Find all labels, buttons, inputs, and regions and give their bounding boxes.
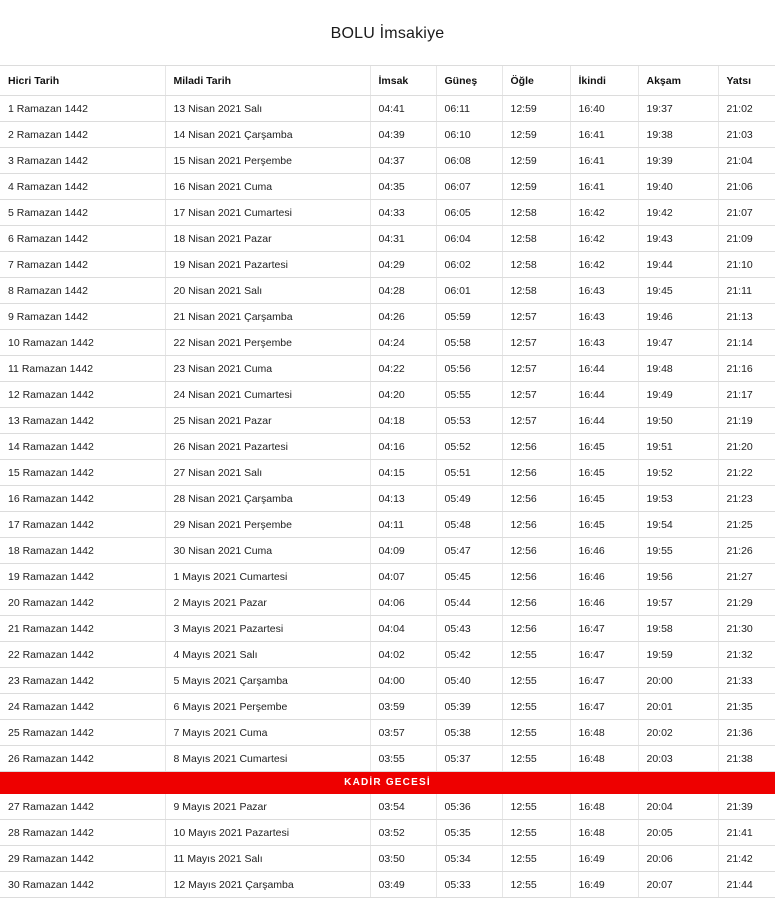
table-cell: 21:32	[718, 642, 775, 668]
table-cell: 19:42	[638, 200, 718, 226]
table-cell: 26 Nisan 2021 Pazartesi	[165, 434, 370, 460]
table-cell: 21:26	[718, 538, 775, 564]
table-cell: 03:59	[370, 694, 436, 720]
table-row	[0, 794, 775, 820]
table-cell: 5 Ramazan 1442	[0, 200, 165, 226]
table-cell: 16:41	[570, 122, 638, 148]
table-cell: 03:52	[370, 820, 436, 846]
table-cell: 21:30	[718, 616, 775, 642]
table-row	[0, 746, 775, 772]
table-cell: 16:45	[570, 512, 638, 538]
table-cell: 21:10	[718, 252, 775, 278]
table-cell: 05:47	[436, 538, 502, 564]
table-cell: 20:03	[638, 746, 718, 772]
table-cell: 9 Ramazan 1442	[0, 304, 165, 330]
table-cell: 20:01	[638, 694, 718, 720]
table-cell: 16:44	[570, 382, 638, 408]
table-cell: 23 Nisan 2021 Cuma	[165, 356, 370, 382]
table-cell: 05:39	[436, 694, 502, 720]
table-cell: 06:11	[436, 96, 502, 122]
table-cell: 04:26	[370, 304, 436, 330]
table-cell: 05:35	[436, 820, 502, 846]
table-cell: 22 Ramazan 1442	[0, 642, 165, 668]
table-cell: 03:49	[370, 872, 436, 898]
table-cell: 19:50	[638, 408, 718, 434]
table-cell: 27 Nisan 2021 Salı	[165, 460, 370, 486]
table-cell: 12:59	[502, 174, 570, 200]
table-cell: 05:44	[436, 590, 502, 616]
table-cell: 22 Nisan 2021 Perşembe	[165, 330, 370, 356]
column-header: Akşam	[638, 66, 718, 96]
table-cell: 06:07	[436, 174, 502, 200]
table-row	[0, 356, 775, 382]
table-cell: 21:33	[718, 668, 775, 694]
table-cell: 12:56	[502, 538, 570, 564]
table-cell: 21:06	[718, 174, 775, 200]
table-cell: 16:46	[570, 590, 638, 616]
table-cell: 04:35	[370, 174, 436, 200]
table-cell: 21:39	[718, 794, 775, 820]
table-cell: 03:50	[370, 846, 436, 872]
table-cell: 20:07	[638, 872, 718, 898]
table-cell: 12:55	[502, 720, 570, 746]
table-cell: 28 Ramazan 1442	[0, 820, 165, 846]
table-cell: 21:07	[718, 200, 775, 226]
table-cell: 04:22	[370, 356, 436, 382]
table-cell: 19:54	[638, 512, 718, 538]
table-header-row	[0, 66, 775, 96]
table-cell: 05:43	[436, 616, 502, 642]
table-cell: 12:56	[502, 590, 570, 616]
column-header: Güneş	[436, 66, 502, 96]
table-cell: 04:11	[370, 512, 436, 538]
table-row	[0, 872, 775, 898]
table-row	[0, 538, 775, 564]
table-cell: 17 Nisan 2021 Cumartesi	[165, 200, 370, 226]
table-cell: 04:41	[370, 96, 436, 122]
table-cell: 05:33	[436, 872, 502, 898]
table-cell: 05:59	[436, 304, 502, 330]
table-cell: 04:28	[370, 278, 436, 304]
table-cell: 21:11	[718, 278, 775, 304]
table-cell: 30 Ramazan 1442	[0, 872, 165, 898]
table-cell: 04:18	[370, 408, 436, 434]
column-header: Yatsı	[718, 66, 775, 96]
table-row	[0, 174, 775, 200]
table-cell: 16:46	[570, 538, 638, 564]
table-cell: 10 Ramazan 1442	[0, 330, 165, 356]
table-cell: 21:03	[718, 122, 775, 148]
table-cell: 12:56	[502, 512, 570, 538]
table-cell: 16:42	[570, 226, 638, 252]
table-cell: 16 Nisan 2021 Cuma	[165, 174, 370, 200]
table-cell: 21 Ramazan 1442	[0, 616, 165, 642]
table-cell: 04:39	[370, 122, 436, 148]
table-cell: 21:19	[718, 408, 775, 434]
column-header: İkindi	[570, 66, 638, 96]
table-body	[0, 96, 775, 898]
table-cell: 20 Nisan 2021 Salı	[165, 278, 370, 304]
table-cell: 12:59	[502, 122, 570, 148]
table-cell: 05:53	[436, 408, 502, 434]
table-cell: 16:45	[570, 434, 638, 460]
table-cell: 21:16	[718, 356, 775, 382]
table-cell: 21:02	[718, 96, 775, 122]
table-cell: 16:41	[570, 148, 638, 174]
page-title: BOLU İmsakiye	[330, 24, 445, 42]
imsakiye-page	[0, 11, 775, 905]
table-cell: 12:55	[502, 794, 570, 820]
table-cell: 19 Nisan 2021 Pazartesi	[165, 252, 370, 278]
table-cell: 11 Mayıs 2021 Salı	[165, 846, 370, 872]
table-cell: 04:24	[370, 330, 436, 356]
table-cell: 12:56	[502, 460, 570, 486]
table-cell: 16:49	[570, 846, 638, 872]
table-cell: 12:55	[502, 642, 570, 668]
table-cell: 03:55	[370, 746, 436, 772]
table-cell: 4 Mayıs 2021 Salı	[165, 642, 370, 668]
table-cell: 16:43	[570, 278, 638, 304]
table-cell: 19:46	[638, 304, 718, 330]
table-cell: 21:29	[718, 590, 775, 616]
table-cell: 7 Mayıs 2021 Cuma	[165, 720, 370, 746]
table-cell: 19:57	[638, 590, 718, 616]
table-cell: 06:08	[436, 148, 502, 174]
table-cell: 03:54	[370, 794, 436, 820]
table-cell: 16:43	[570, 330, 638, 356]
table-cell: 16:45	[570, 486, 638, 512]
table-cell: 21:14	[718, 330, 775, 356]
table-cell: 19:51	[638, 434, 718, 460]
table-cell: 19:39	[638, 148, 718, 174]
table-cell: 05:58	[436, 330, 502, 356]
table-row	[0, 668, 775, 694]
table-cell: 04:31	[370, 226, 436, 252]
table-cell: 20:06	[638, 846, 718, 872]
table-cell: 05:48	[436, 512, 502, 538]
table-cell: 16:48	[570, 820, 638, 846]
table-row	[0, 486, 775, 512]
table-cell: 04:33	[370, 200, 436, 226]
table-cell: 19:53	[638, 486, 718, 512]
table-cell: 19:38	[638, 122, 718, 148]
table-cell: 12:58	[502, 200, 570, 226]
table-cell: 21:09	[718, 226, 775, 252]
table-cell: 12:56	[502, 486, 570, 512]
table-cell: 21:20	[718, 434, 775, 460]
table-cell: 21:36	[718, 720, 775, 746]
table-cell: 04:02	[370, 642, 436, 668]
table-cell: 26 Ramazan 1442	[0, 746, 165, 772]
table-cell: 2 Ramazan 1442	[0, 122, 165, 148]
table-cell: 19:43	[638, 226, 718, 252]
table-cell: 05:38	[436, 720, 502, 746]
table-cell: 21:42	[718, 846, 775, 872]
table-cell: 27 Ramazan 1442	[0, 794, 165, 820]
table-cell: 13 Nisan 2021 Salı	[165, 96, 370, 122]
table-cell: 15 Nisan 2021 Perşembe	[165, 148, 370, 174]
table-cell: 19:44	[638, 252, 718, 278]
table-row	[0, 226, 775, 252]
table-cell: 24 Nisan 2021 Cumartesi	[165, 382, 370, 408]
table-cell: 16 Ramazan 1442	[0, 486, 165, 512]
table-cell: 21:17	[718, 382, 775, 408]
table-cell: 5 Mayıs 2021 Çarşamba	[165, 668, 370, 694]
imsakiye-table	[0, 65, 775, 898]
table-cell: 12:58	[502, 226, 570, 252]
table-cell: 21:25	[718, 512, 775, 538]
table-cell: 21:27	[718, 564, 775, 590]
table-row	[0, 460, 775, 486]
table-cell: 05:55	[436, 382, 502, 408]
table-cell: 12:55	[502, 846, 570, 872]
table-cell: 23 Ramazan 1442	[0, 668, 165, 694]
table-cell: 05:34	[436, 846, 502, 872]
table-cell: 7 Ramazan 1442	[0, 252, 165, 278]
column-header: İmsak	[370, 66, 436, 96]
table-cell: 12:55	[502, 746, 570, 772]
table-row	[0, 252, 775, 278]
table-row	[0, 642, 775, 668]
table-cell: 19:55	[638, 538, 718, 564]
table-row	[0, 96, 775, 122]
table-cell: 16:45	[570, 460, 638, 486]
table-cell: 12:55	[502, 694, 570, 720]
table-cell: 16:47	[570, 616, 638, 642]
table-cell: 1 Ramazan 1442	[0, 96, 165, 122]
column-header: Miladi Tarih	[165, 66, 370, 96]
table-cell: 8 Ramazan 1442	[0, 278, 165, 304]
table-cell: 04:13	[370, 486, 436, 512]
table-cell: 05:49	[436, 486, 502, 512]
table-cell: 19:52	[638, 460, 718, 486]
table-cell: 21:44	[718, 872, 775, 898]
table-cell: 2 Mayıs 2021 Pazar	[165, 590, 370, 616]
table-cell: 16:42	[570, 252, 638, 278]
table-cell: 05:52	[436, 434, 502, 460]
table-cell: 19:45	[638, 278, 718, 304]
table-cell: 12 Mayıs 2021 Çarşamba	[165, 872, 370, 898]
table-cell: 05:40	[436, 668, 502, 694]
table-cell: 21:13	[718, 304, 775, 330]
table-cell: 16:40	[570, 96, 638, 122]
table-cell: 19:56	[638, 564, 718, 590]
table-cell: 14 Nisan 2021 Çarşamba	[165, 122, 370, 148]
table-cell: 28 Nisan 2021 Çarşamba	[165, 486, 370, 512]
table-cell: 11 Ramazan 1442	[0, 356, 165, 382]
table-cell: 16:48	[570, 746, 638, 772]
table-cell: 20:04	[638, 794, 718, 820]
table-cell: 05:51	[436, 460, 502, 486]
table-cell: 21 Nisan 2021 Çarşamba	[165, 304, 370, 330]
table-cell: 03:57	[370, 720, 436, 746]
table-row	[0, 408, 775, 434]
table-cell: 16:46	[570, 564, 638, 590]
table-cell: 18 Ramazan 1442	[0, 538, 165, 564]
table-cell: 3 Ramazan 1442	[0, 148, 165, 174]
table-cell: 12:55	[502, 820, 570, 846]
table-cell: 15 Ramazan 1442	[0, 460, 165, 486]
table-cell: 16:47	[570, 642, 638, 668]
table-row	[0, 278, 775, 304]
table-cell: 16:43	[570, 304, 638, 330]
table-cell: 8 Mayıs 2021 Cumartesi	[165, 746, 370, 772]
table-cell: 19:59	[638, 642, 718, 668]
table-row	[0, 304, 775, 330]
table-row	[0, 382, 775, 408]
table-row	[0, 512, 775, 538]
table-cell: 05:37	[436, 746, 502, 772]
table-cell: 12:57	[502, 356, 570, 382]
table-cell: 05:56	[436, 356, 502, 382]
table-row	[0, 564, 775, 590]
table-cell: 19:48	[638, 356, 718, 382]
table-row	[0, 122, 775, 148]
table-cell: 21:35	[718, 694, 775, 720]
table-row	[0, 200, 775, 226]
table-cell: 20:00	[638, 668, 718, 694]
table-cell: 16:49	[570, 872, 638, 898]
table-cell: 05:36	[436, 794, 502, 820]
table-cell: 13 Ramazan 1442	[0, 408, 165, 434]
table-cell: 3 Mayıs 2021 Pazartesi	[165, 616, 370, 642]
table-cell: 04:04	[370, 616, 436, 642]
special-night-row	[0, 772, 775, 794]
table-cell: 29 Nisan 2021 Perşembe	[165, 512, 370, 538]
table-cell: 04:07	[370, 564, 436, 590]
table-cell: 12:57	[502, 304, 570, 330]
table-cell: 12:57	[502, 330, 570, 356]
table-cell: 19:49	[638, 382, 718, 408]
table-cell: 18 Nisan 2021 Pazar	[165, 226, 370, 252]
table-cell: 19:40	[638, 174, 718, 200]
table-cell: 19:37	[638, 96, 718, 122]
table-cell: 12:56	[502, 434, 570, 460]
table-header	[0, 66, 775, 96]
table-cell: 12:57	[502, 382, 570, 408]
table-row	[0, 434, 775, 460]
table-cell: 04:09	[370, 538, 436, 564]
table-cell: 12:58	[502, 278, 570, 304]
table-cell: 12:58	[502, 252, 570, 278]
table-cell: 29 Ramazan 1442	[0, 846, 165, 872]
table-cell: 19:58	[638, 616, 718, 642]
table-cell: 12:57	[502, 408, 570, 434]
table-cell: 25 Nisan 2021 Pazar	[165, 408, 370, 434]
table-cell: 04:00	[370, 668, 436, 694]
table-cell: 06:01	[436, 278, 502, 304]
table-cell: 19 Ramazan 1442	[0, 564, 165, 590]
table-cell: 12:59	[502, 96, 570, 122]
table-cell: 16:47	[570, 694, 638, 720]
table-cell: 30 Nisan 2021 Cuma	[165, 538, 370, 564]
table-row	[0, 720, 775, 746]
table-cell: 6 Mayıs 2021 Perşembe	[165, 694, 370, 720]
table-cell: 9 Mayıs 2021 Pazar	[165, 794, 370, 820]
table-cell: 12:56	[502, 616, 570, 642]
table-cell: 16:47	[570, 668, 638, 694]
table-cell: 6 Ramazan 1442	[0, 226, 165, 252]
table-cell: 24 Ramazan 1442	[0, 694, 165, 720]
table-cell: 16:44	[570, 408, 638, 434]
table-cell: 06:04	[436, 226, 502, 252]
table-row	[0, 590, 775, 616]
table-cell: 20:02	[638, 720, 718, 746]
table-cell: 16:41	[570, 174, 638, 200]
table-cell: 20 Ramazan 1442	[0, 590, 165, 616]
table-cell: 21:38	[718, 746, 775, 772]
table-cell: 04:06	[370, 590, 436, 616]
table-row	[0, 846, 775, 872]
table-cell: 04:16	[370, 434, 436, 460]
table-cell: 06:05	[436, 200, 502, 226]
table-cell: 10 Mayıs 2021 Pazartesi	[165, 820, 370, 846]
table-cell: 14 Ramazan 1442	[0, 434, 165, 460]
table-cell: 21:41	[718, 820, 775, 846]
table-cell: 04:15	[370, 460, 436, 486]
table-cell: 17 Ramazan 1442	[0, 512, 165, 538]
table-cell: 05:45	[436, 564, 502, 590]
table-row	[0, 330, 775, 356]
column-header: Hicri Tarih	[0, 66, 165, 96]
table-cell: 06:02	[436, 252, 502, 278]
table-cell: 12:55	[502, 872, 570, 898]
special-night-label: KADİR GECESİ	[0, 772, 775, 794]
table-cell: 16:44	[570, 356, 638, 382]
column-header: Öğle	[502, 66, 570, 96]
table-row	[0, 148, 775, 174]
table-cell: 19:47	[638, 330, 718, 356]
table-cell: 1 Mayıs 2021 Cumartesi	[165, 564, 370, 590]
table-cell: 21:23	[718, 486, 775, 512]
table-cell: 16:48	[570, 794, 638, 820]
table-cell: 12 Ramazan 1442	[0, 382, 165, 408]
table-cell: 4 Ramazan 1442	[0, 174, 165, 200]
table-cell: 12:59	[502, 148, 570, 174]
table-row	[0, 820, 775, 846]
table-cell: 20:05	[638, 820, 718, 846]
table-cell: 12:56	[502, 564, 570, 590]
table-cell: 21:22	[718, 460, 775, 486]
table-row	[0, 694, 775, 720]
table-cell: 16:42	[570, 200, 638, 226]
table-cell: 04:29	[370, 252, 436, 278]
table-cell: 21:04	[718, 148, 775, 174]
table-cell: 04:37	[370, 148, 436, 174]
table-cell: 25 Ramazan 1442	[0, 720, 165, 746]
table-cell: 05:42	[436, 642, 502, 668]
table-cell: 16:48	[570, 720, 638, 746]
table-row	[0, 616, 775, 642]
table-cell: 04:20	[370, 382, 436, 408]
table-cell: 06:10	[436, 122, 502, 148]
table-cell: 12:55	[502, 668, 570, 694]
